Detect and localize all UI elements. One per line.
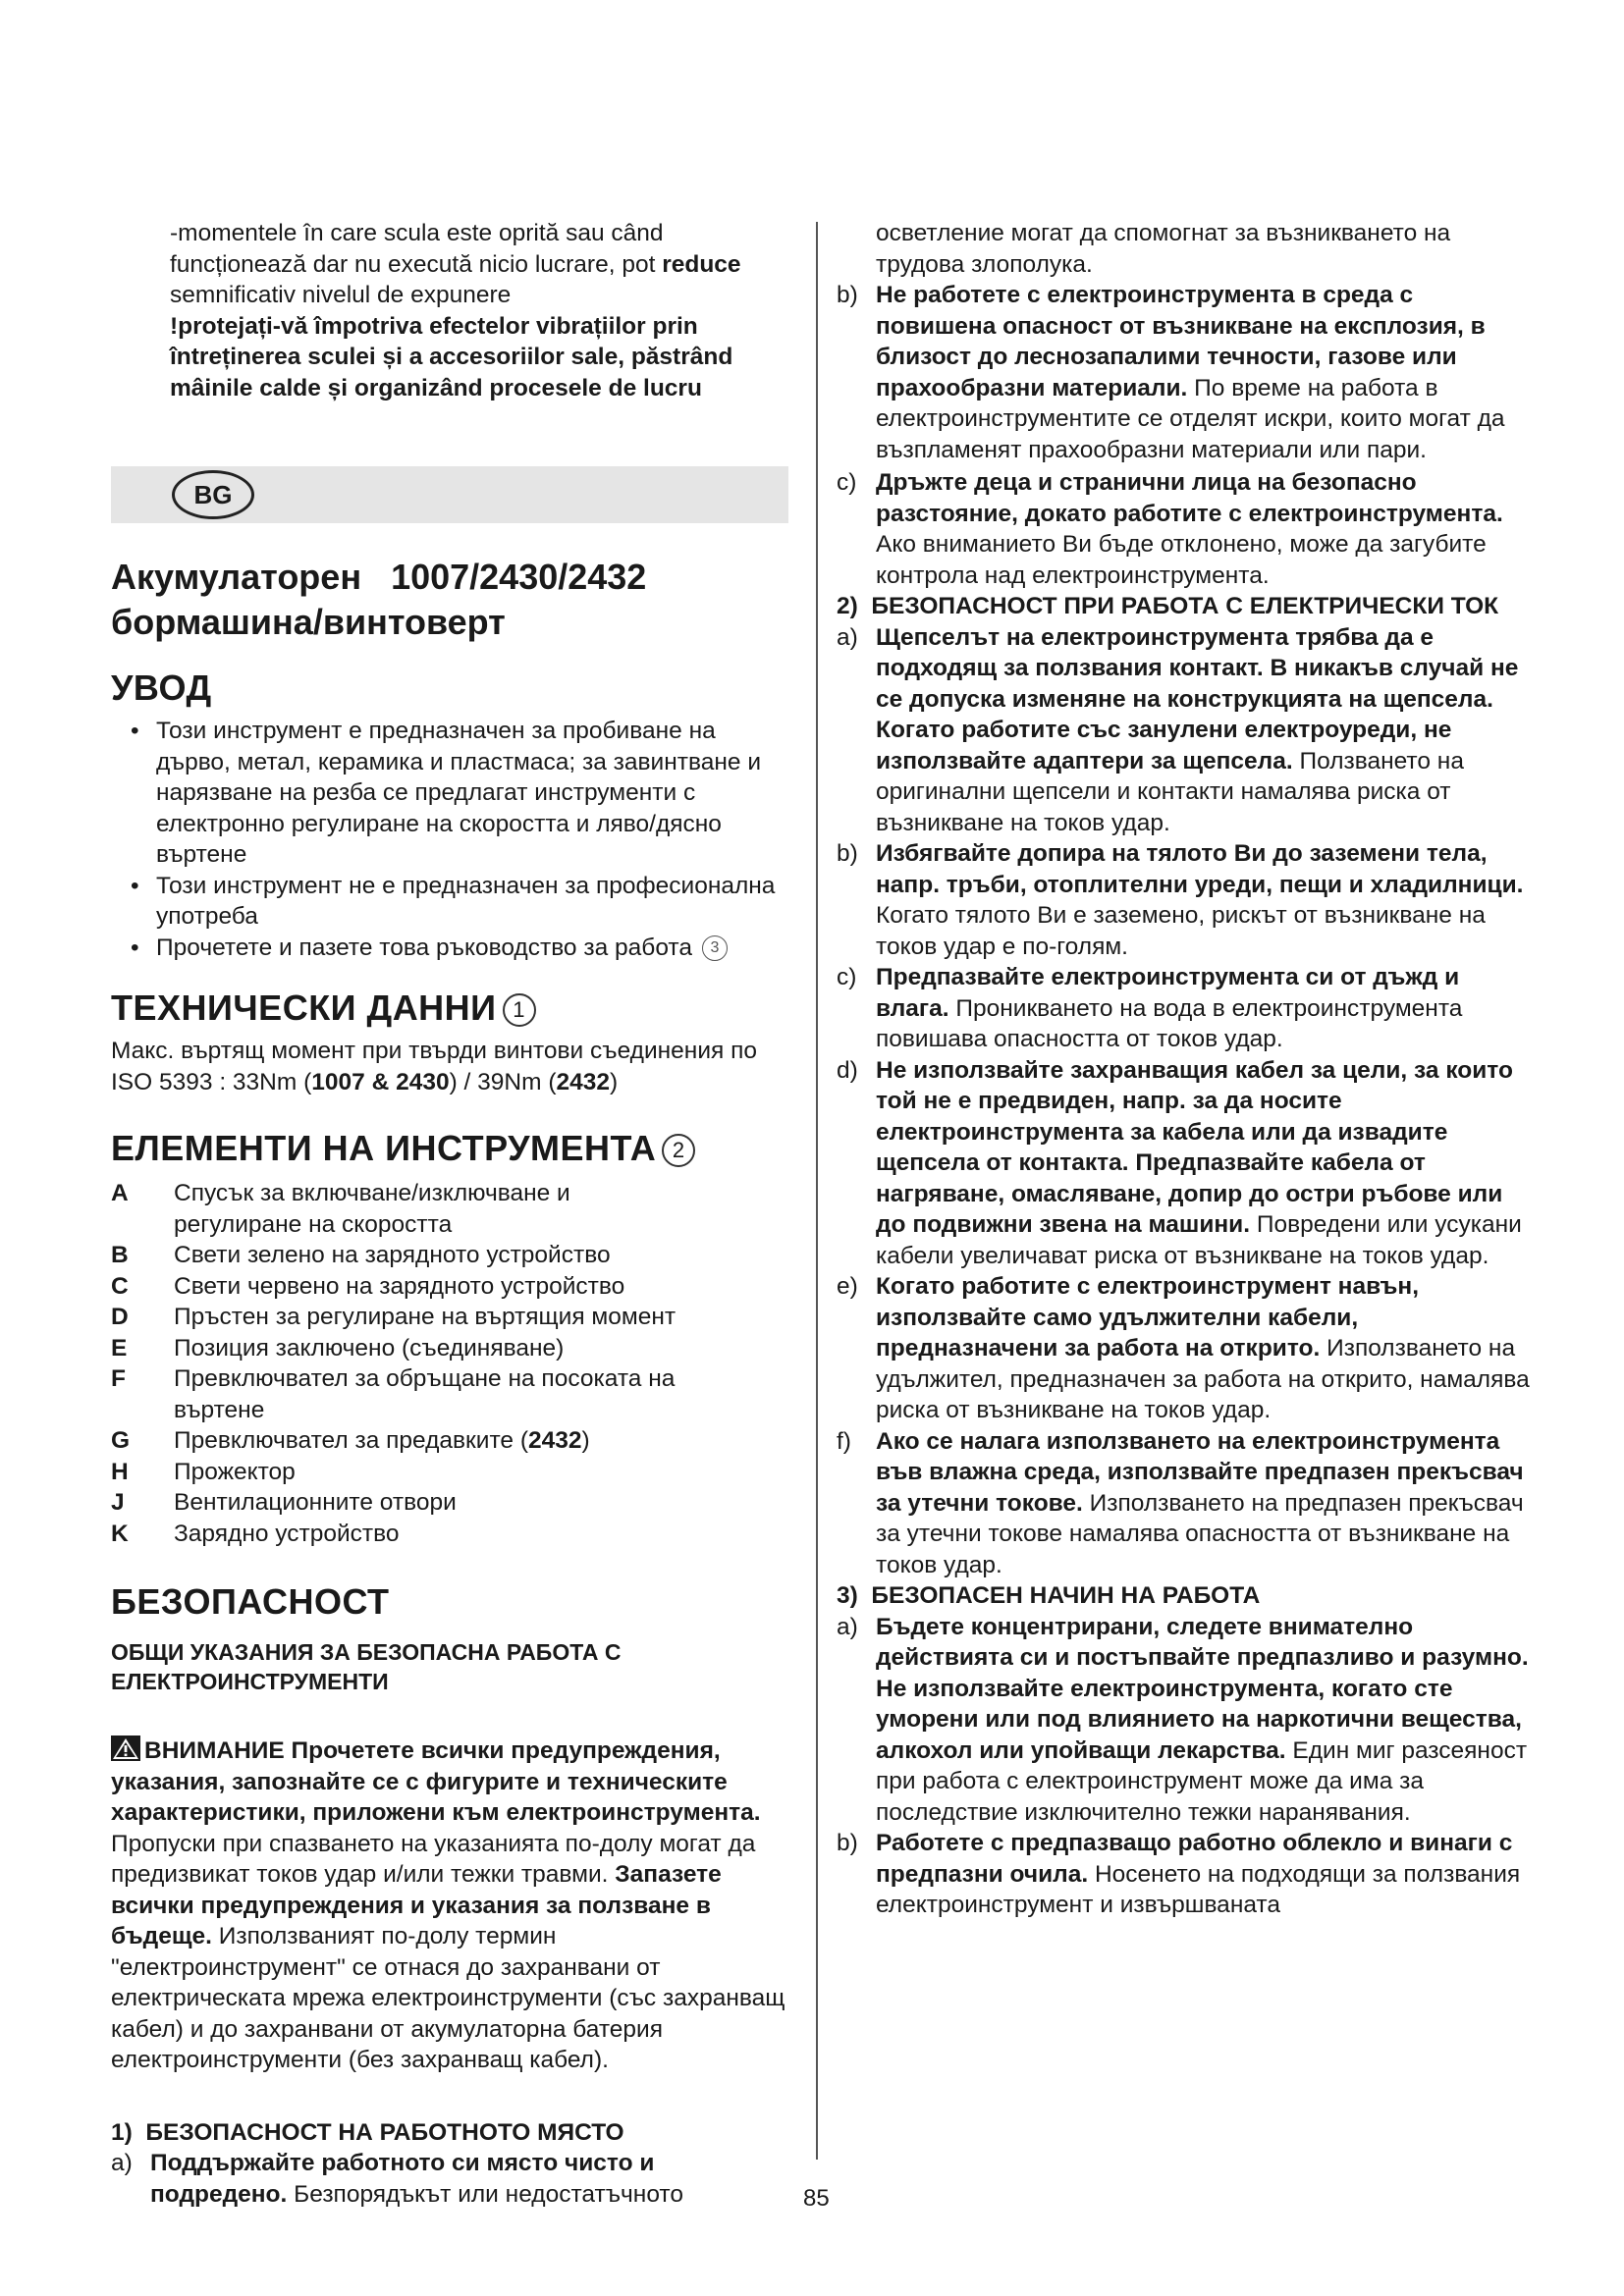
- list-item: • Прочетете и пазете това ръководство за работа 3: [111, 933, 788, 964]
- intro-list: [111, 716, 788, 963]
- list-item: • Този инструмент е предназначен за пробиване на дърво, метал, керамика и пластмаса; за завинтване и нарязване на резба се предлагат инструменти с електронно регулиране на скоростта и ляво/дясно въртене: [131, 718, 762, 868]
- ro-line: -momentele în care scula este oprită sau când: [170, 220, 664, 246]
- product-title: [111, 555, 788, 645]
- list-item: C Свети червено на зарядното устройство: [111, 1272, 625, 1300]
- work-area-heading: 1) БЕЗОПАСНОСТ НА РАБОТНОТО МЯСТО: [111, 2118, 624, 2146]
- figure-ref-icon: 1: [503, 993, 536, 1027]
- list-item: b) Не работете с електроинструмента в среда с повишена опасност от възникване на експлозия, в близост до леснозапалими течности, газове или прахообразни материали. По време на работа в електроинструментите се отделят искри, които могат да възпламенят прахообразни материали или пари.: [837, 282, 1505, 463]
- list-item: a) Бъдете концентрирани, следете внимателно действията си и постъпвайте предпазливо и разумно. Не използвайте електроинструмента, когато сте уморени или под влиянието на наркотични вещества, алкохол или упойващи лекарства. Един миг разсеяност при работа с електроинструмент може да има за последствие изключително тежки наранявания.: [837, 1613, 1529, 1826]
- list-item: E Позиция заключено (съединяване): [111, 1334, 565, 1362]
- safe-work-heading: 3) БЕЗОПАСЕН НАЧИН НА РАБОТА: [837, 1582, 1261, 1609]
- warning-icon: [111, 1735, 140, 1761]
- tech-text: Макс. въртящ момент при твърди винтови съединения по ISO 5393 : 33Nm (1007 & 2430) / 39Nm (2432): [111, 1038, 757, 1095]
- list-item: F Превключвател за обръщане на посоката на въртене: [111, 1365, 676, 1423]
- language-badge: BG: [172, 470, 254, 519]
- figure-ref-icon: 3: [702, 935, 728, 961]
- parts-list: [111, 1178, 704, 1549]
- page-number: 85: [803, 2185, 830, 2212]
- continuation-text: осветление могат да спомогнат за възникването на трудова злополука.: [876, 220, 1451, 278]
- list-item: G Превключвател за предавките (2432): [111, 1427, 590, 1454]
- list-item: B Свети зелено на зарядното устройство: [111, 1242, 611, 1268]
- language-band: [111, 466, 788, 523]
- list-item: e) Когато работите с електроинструмент навън, използвайте само удължителни кабели, предназначени за работа на открито. Използването на удължител, предназначен за работа на открито, намалява риска от възникване на токов удар.: [837, 1273, 1530, 1423]
- ro-bold-line: !protejați-vă împotriva efectelor vibrațiilor prin: [170, 312, 698, 340]
- title-line: Акумулаторен 1007/2430/2432: [111, 557, 647, 597]
- ro-bold-line: mâinile calde și organizând procesele de lucru: [170, 374, 702, 401]
- elements-heading: ЕЛЕМЕНТИ НА ИНСТРУМЕНТА 2: [111, 1127, 788, 1170]
- list-item: b) Избягвайте допира на тялото Ви до заземени тела, напр. тръби, отоплителни уреди, пещи и хладилници. Когато тялото Ви е заземено, рискът от възникване на токов удар е по-голям.: [837, 840, 1524, 960]
- ro-bold-line: întreținerea sculei și a accesoriilor sale, păstrând: [170, 344, 733, 370]
- figure-ref-icon: 2: [662, 1134, 695, 1167]
- safety-heading: БЕЗОПАСНОСТ: [111, 1581, 390, 1622]
- right-column: [837, 218, 1534, 1921]
- list-item: D Пръстен за регулиране на въртящия момент: [111, 1304, 677, 1330]
- list-item: a) Поддържайте работното си място чисто и подредено. Безпорядъкът или недостатъчното: [111, 2150, 683, 2208]
- warning-paragraph: ВНИМАНИЕ Прочетете всички предупреждения, указания, запознайте се с фигурите и техническите характеристики, приложени към електроинструмента. Пропуски при спазването на указанията по-долу могат да предизвикат токов удар и/или тежки травми. Запазете всички предупреждения и указания за ползване в бъдеще. Използваният по-долу термин "електроинструмент" се отнася до захранвани от електрическата мрежа електроинструменти (със захранващ кабел) и до захранвани от акумулаторна батерия електроинструменти (без захранващ кабел).: [111, 1737, 785, 2073]
- list-item: b) Работете с предпазващо работно облекло и винаги с предпазни очила. Носенето на подходящи за ползвания електроинструмент и извършваната: [837, 1830, 1521, 1918]
- list-item: J Вентилационните отвори: [111, 1489, 457, 1516]
- list-item: K Зарядно устройство: [111, 1520, 400, 1547]
- list-item: A Спусък за включване/изключване и регулиране на скоростта: [111, 1180, 570, 1238]
- intro-heading: УВОД: [111, 667, 212, 708]
- list-item: H Прожектор: [111, 1458, 296, 1485]
- romanian-continuation: [111, 218, 788, 403]
- safety-subheading: ОБЩИ УКАЗАНИЯ ЗА БЕЗОПАСНА РАБОТА С ЕЛЕКТРОИНСТРУМЕНТИ: [111, 1639, 622, 1694]
- ro-line: funcționează dar nu execută nicio lucrare, pot reduce: [170, 250, 741, 278]
- list-item: • Този инструмент не е предназначен за професионална употреба: [131, 872, 776, 930]
- column-divider: [816, 222, 818, 2160]
- electrical-heading: 2) БЕЗОПАСНОСТ ПРИ РАБОТА С ЕЛЕКТРИЧЕСКИ ТОК: [837, 593, 1499, 619]
- list-item: f) Ако се налага използването на електроинструмента във влажна среда, използвайте предпазен прекъсвач за утечни токове. Използването на предпазен прекъсвач за утечни токове намалява опасността от възникване на токов удар.: [837, 1427, 1524, 1578]
- list-item: a) Щепселът на електроинструмента трябва да е подходящ за ползвания контакт. В никакъв случай не се допуска изменяне на конструкцията на щепсела. Когато работите със занулени електроуреди, не използвайте адаптери за щепсела. Ползването на оригинални щепсели и контакти намалява риска от възникване на токов удар.: [837, 623, 1519, 836]
- list-item: c) Предпазвайте електроинструмента си от дъжд и влага. Проникването на вода в електроинструмента повишава опасността от токов удар.: [837, 964, 1463, 1052]
- title-line: бормашина/винтоверт: [111, 602, 506, 642]
- tech-heading: ТЕХНИЧЕСКИ ДАННИ 1: [111, 987, 788, 1030]
- list-item: d) Не използвайте захранващия кабел за цели, за които той не е предвиден, напр. за да носите електроинструмента за кабела или да извадите щепсела от контакта. Предпазвайте кабела от нагряване, омасляване, допир до остри ръбове или до подвижни звена на машини. Повредени или усукани кабели увеличават риска от възникване на токов удар.: [837, 1056, 1522, 1269]
- ro-line: semnificativ nivelul de expunere: [170, 282, 512, 308]
- list-item: c) Дръжте деца и странични лица на безопасно разстояние, докато работите с електроинструмента. Ако вниманието Ви бъде отклонено, може да загубите контрола над електроинструмента.: [837, 469, 1503, 589]
- left-column: [111, 218, 788, 2210]
